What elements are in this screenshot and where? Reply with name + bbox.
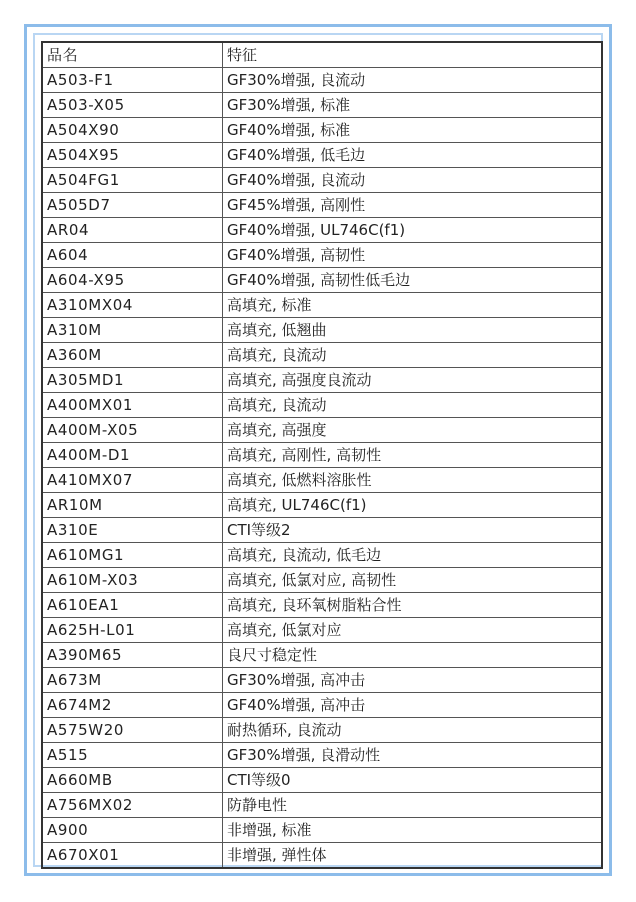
product-name-cell: A504X95 xyxy=(42,143,223,168)
table-row xyxy=(42,743,602,768)
table-row xyxy=(42,143,602,168)
inner-frame xyxy=(33,33,603,867)
product-spec-table xyxy=(41,41,603,869)
product-name-cell: A673M xyxy=(42,668,223,693)
table-row xyxy=(42,68,602,93)
feature-cell: 高填充, 低翘曲 xyxy=(223,318,603,343)
product-name-cell: A305MD1 xyxy=(42,368,223,393)
table-row xyxy=(42,193,602,218)
feature-cell: GF40%增强, 高韧性 xyxy=(223,243,603,268)
table-header-row xyxy=(42,42,602,68)
feature-cell: 高填充, 低氯对应 xyxy=(223,618,603,643)
product-name-cell: A410MX07 xyxy=(42,468,223,493)
product-name-cell: A505D7 xyxy=(42,193,223,218)
table-row xyxy=(42,493,602,518)
table-row xyxy=(42,818,602,843)
feature-cell: GF40%增强, 良流动 xyxy=(223,168,603,193)
feature-cell: GF40%增强, 高冲击 xyxy=(223,693,603,718)
feature-cell: 高填充, UL746C(f1) xyxy=(223,493,603,518)
feature-cell: 高填充, 高强度良流动 xyxy=(223,368,603,393)
feature-cell: 高填充, 低燃料溶胀性 xyxy=(223,468,603,493)
table-row xyxy=(42,693,602,718)
table-row xyxy=(42,93,602,118)
table-row xyxy=(42,293,602,318)
table-row xyxy=(42,668,602,693)
feature-cell: 高填充, 标准 xyxy=(223,293,603,318)
product-name-cell: A610M-X03 xyxy=(42,568,223,593)
table-row xyxy=(42,568,602,593)
table-row xyxy=(42,843,602,869)
table-row xyxy=(42,243,602,268)
product-name-cell: A756MX02 xyxy=(42,793,223,818)
feature-cell: GF30%增强, 高冲击 xyxy=(223,668,603,693)
table-row xyxy=(42,718,602,743)
product-name-cell: A360M xyxy=(42,343,223,368)
product-name-cell: A625H-L01 xyxy=(42,618,223,643)
table-row xyxy=(42,593,602,618)
feature-cell: GF40%增强, UL746C(f1) xyxy=(223,218,603,243)
feature-cell: 高填充, 良流动, 低毛边 xyxy=(223,543,603,568)
table-row xyxy=(42,368,602,393)
product-name-cell: A900 xyxy=(42,818,223,843)
outer-frame xyxy=(24,24,612,876)
product-name-cell: A310E xyxy=(42,518,223,543)
feature-cell: GF30%增强, 良流动 xyxy=(223,68,603,93)
product-name-cell: A504FG1 xyxy=(42,168,223,193)
product-name-cell: A504X90 xyxy=(42,118,223,143)
product-name-cell: A515 xyxy=(42,743,223,768)
feature-cell: 耐热循环, 良流动 xyxy=(223,718,603,743)
product-name-cell: A604-X95 xyxy=(42,268,223,293)
feature-cell: GF40%增强, 低毛边 xyxy=(223,143,603,168)
product-name-cell: A310M xyxy=(42,318,223,343)
feature-cell: CTI等级0 xyxy=(223,768,603,793)
table-row xyxy=(42,418,602,443)
table-row xyxy=(42,268,602,293)
feature-cell: 高填充, 良流动 xyxy=(223,343,603,368)
feature-cell: 高填充, 低氯对应, 高韧性 xyxy=(223,568,603,593)
feature-cell: 防静电性 xyxy=(223,793,603,818)
product-name-cell: A660MB xyxy=(42,768,223,793)
table-row xyxy=(42,218,602,243)
table-row xyxy=(42,618,602,643)
product-name-cell: A390M65 xyxy=(42,643,223,668)
product-name-cell: A310MX04 xyxy=(42,293,223,318)
product-name-cell: A674M2 xyxy=(42,693,223,718)
table-body xyxy=(42,42,602,868)
feature-cell: GF40%增强, 高韧性低毛边 xyxy=(223,268,603,293)
table-row xyxy=(42,518,602,543)
feature-cell: 非增强, 标准 xyxy=(223,818,603,843)
table-row xyxy=(42,318,602,343)
header-product-name: 品名 xyxy=(42,42,223,68)
product-name-cell: A400M-X05 xyxy=(42,418,223,443)
table-row xyxy=(42,768,602,793)
table-row xyxy=(42,468,602,493)
feature-cell: 高填充, 高强度 xyxy=(223,418,603,443)
feature-cell: CTI等级2 xyxy=(223,518,603,543)
product-name-cell: A400MX01 xyxy=(42,393,223,418)
product-name-cell: A610MG1 xyxy=(42,543,223,568)
table-row xyxy=(42,168,602,193)
feature-cell: 高填充, 高刚性, 高韧性 xyxy=(223,443,603,468)
feature-cell: GF40%增强, 标准 xyxy=(223,118,603,143)
table-row xyxy=(42,443,602,468)
header-feature: 特征 xyxy=(223,42,603,68)
table-row xyxy=(42,543,602,568)
feature-cell: GF45%增强, 高刚性 xyxy=(223,193,603,218)
product-name-cell: A400M-D1 xyxy=(42,443,223,468)
feature-cell: 高填充, 良环氧树脂粘合性 xyxy=(223,593,603,618)
table-row xyxy=(42,118,602,143)
product-name-cell: A575W20 xyxy=(42,718,223,743)
feature-cell: GF30%增强, 良滑动性 xyxy=(223,743,603,768)
product-name-cell: A503-F1 xyxy=(42,68,223,93)
feature-cell: 非增强, 弹性体 xyxy=(223,843,603,869)
table-row xyxy=(42,793,602,818)
product-name-cell: AR04 xyxy=(42,218,223,243)
table-row xyxy=(42,393,602,418)
feature-cell: 良尺寸稳定性 xyxy=(223,643,603,668)
product-name-cell: A604 xyxy=(42,243,223,268)
product-name-cell: A610EA1 xyxy=(42,593,223,618)
product-name-cell: A670X01 xyxy=(42,843,223,869)
feature-cell: GF30%增强, 标准 xyxy=(223,93,603,118)
product-name-cell: A503-X05 xyxy=(42,93,223,118)
product-name-cell: AR10M xyxy=(42,493,223,518)
table-row xyxy=(42,343,602,368)
table-row xyxy=(42,643,602,668)
feature-cell: 高填充, 良流动 xyxy=(223,393,603,418)
